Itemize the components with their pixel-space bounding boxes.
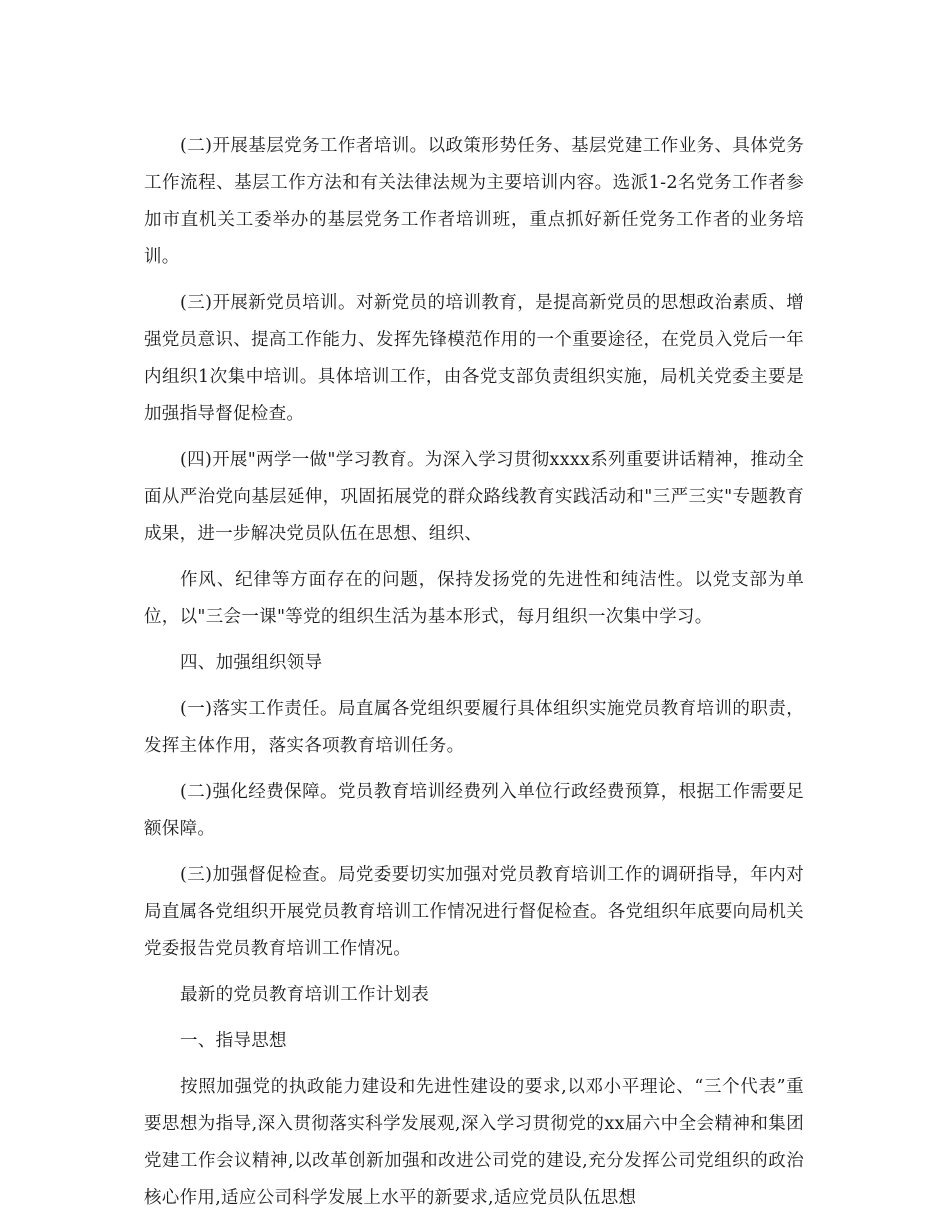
paragraph-new-member-training: (三)开展新党员培训。对新党员的培训教育，是提高新党员的思想政治素质、增强党员意识、提高工作能力、发挥先锋模范作用的一个重要途径，在党员入党后一年内组织1次集中培训。具体培训工作，由各党支部负责组织实施，局机关党委主要是加强指导督促检查。 — [144, 293, 804, 424]
document-body — [144, 128, 804, 1226]
paragraph-two-studies-education: (四)开展"两学一做"学习教育。为深入学习贯彻xxxx系列重要讲话精神，推动全面从严治党向基层延伸，巩固拓展党的群众路线教育实践活动和"三严三实"专题教育成果，进一步解决党员队伍在思想、组织、 — [144, 450, 804, 544]
section-heading-organization-leadership: 四、加强组织领导 — [180, 653, 323, 673]
document-subtitle: 最新的党员教育培训工作计划表 — [180, 985, 430, 1005]
paragraph-guiding-ideology: 按照加强党的执政能力建设和先进性建设的要求,以邓小平理论、“三个代表”重要思想为指导,深入贯彻落实科学发展观,深入学习贯彻党的xx届六中全会精神和集团党建工作会议精神,以改革创新加强和改进公司党的建设,充分发挥公司党组织的政治核心作用,适应公司科学发展上水平的新要求,适应党员队伍思想 — [144, 1077, 804, 1208]
paragraph-style-discipline: 作风、纪律等方面存在的问题，保持发扬党的先进性和纯洁性。以党支部为单位，以"三会一课"等党的组织生活为基本形式，每月组织一次集中学习。 — [144, 570, 804, 627]
paragraph-party-worker-training: (二)开展基层党务工作者培训。以政策形势任务、基层党建工作业务、具体党务工作流程、基层工作方法和有关法律法规为主要培训内容。选派1-2名党务工作者参加市直机关工委举办的基层党务工作者培训班，重点抓好新任党务工作者的业务培训。 — [144, 136, 804, 267]
paragraph-work-responsibility: (一)落实工作责任。局直属各党组织要履行具体组织实施党员教育培训的职责，发挥主体作用，落实各项教育培训任务。 — [144, 699, 804, 756]
section-heading-guiding-ideology: 一、指导思想 — [180, 1031, 287, 1051]
paragraph-funding-guarantee: (二)强化经费保障。党员教育培训经费列入单位行政经费预算，根据工作需要足额保障。 — [144, 782, 804, 839]
paragraph-supervision-inspection: (三)加强督促检查。局党委要切实加强对党员教育培训工作的调研指导，年内对局直属各党组织开展党员教育培训工作情况进行督促检查。各党组织年底要向局机关党委报告党员教育培训工作情况。 — [144, 865, 804, 959]
